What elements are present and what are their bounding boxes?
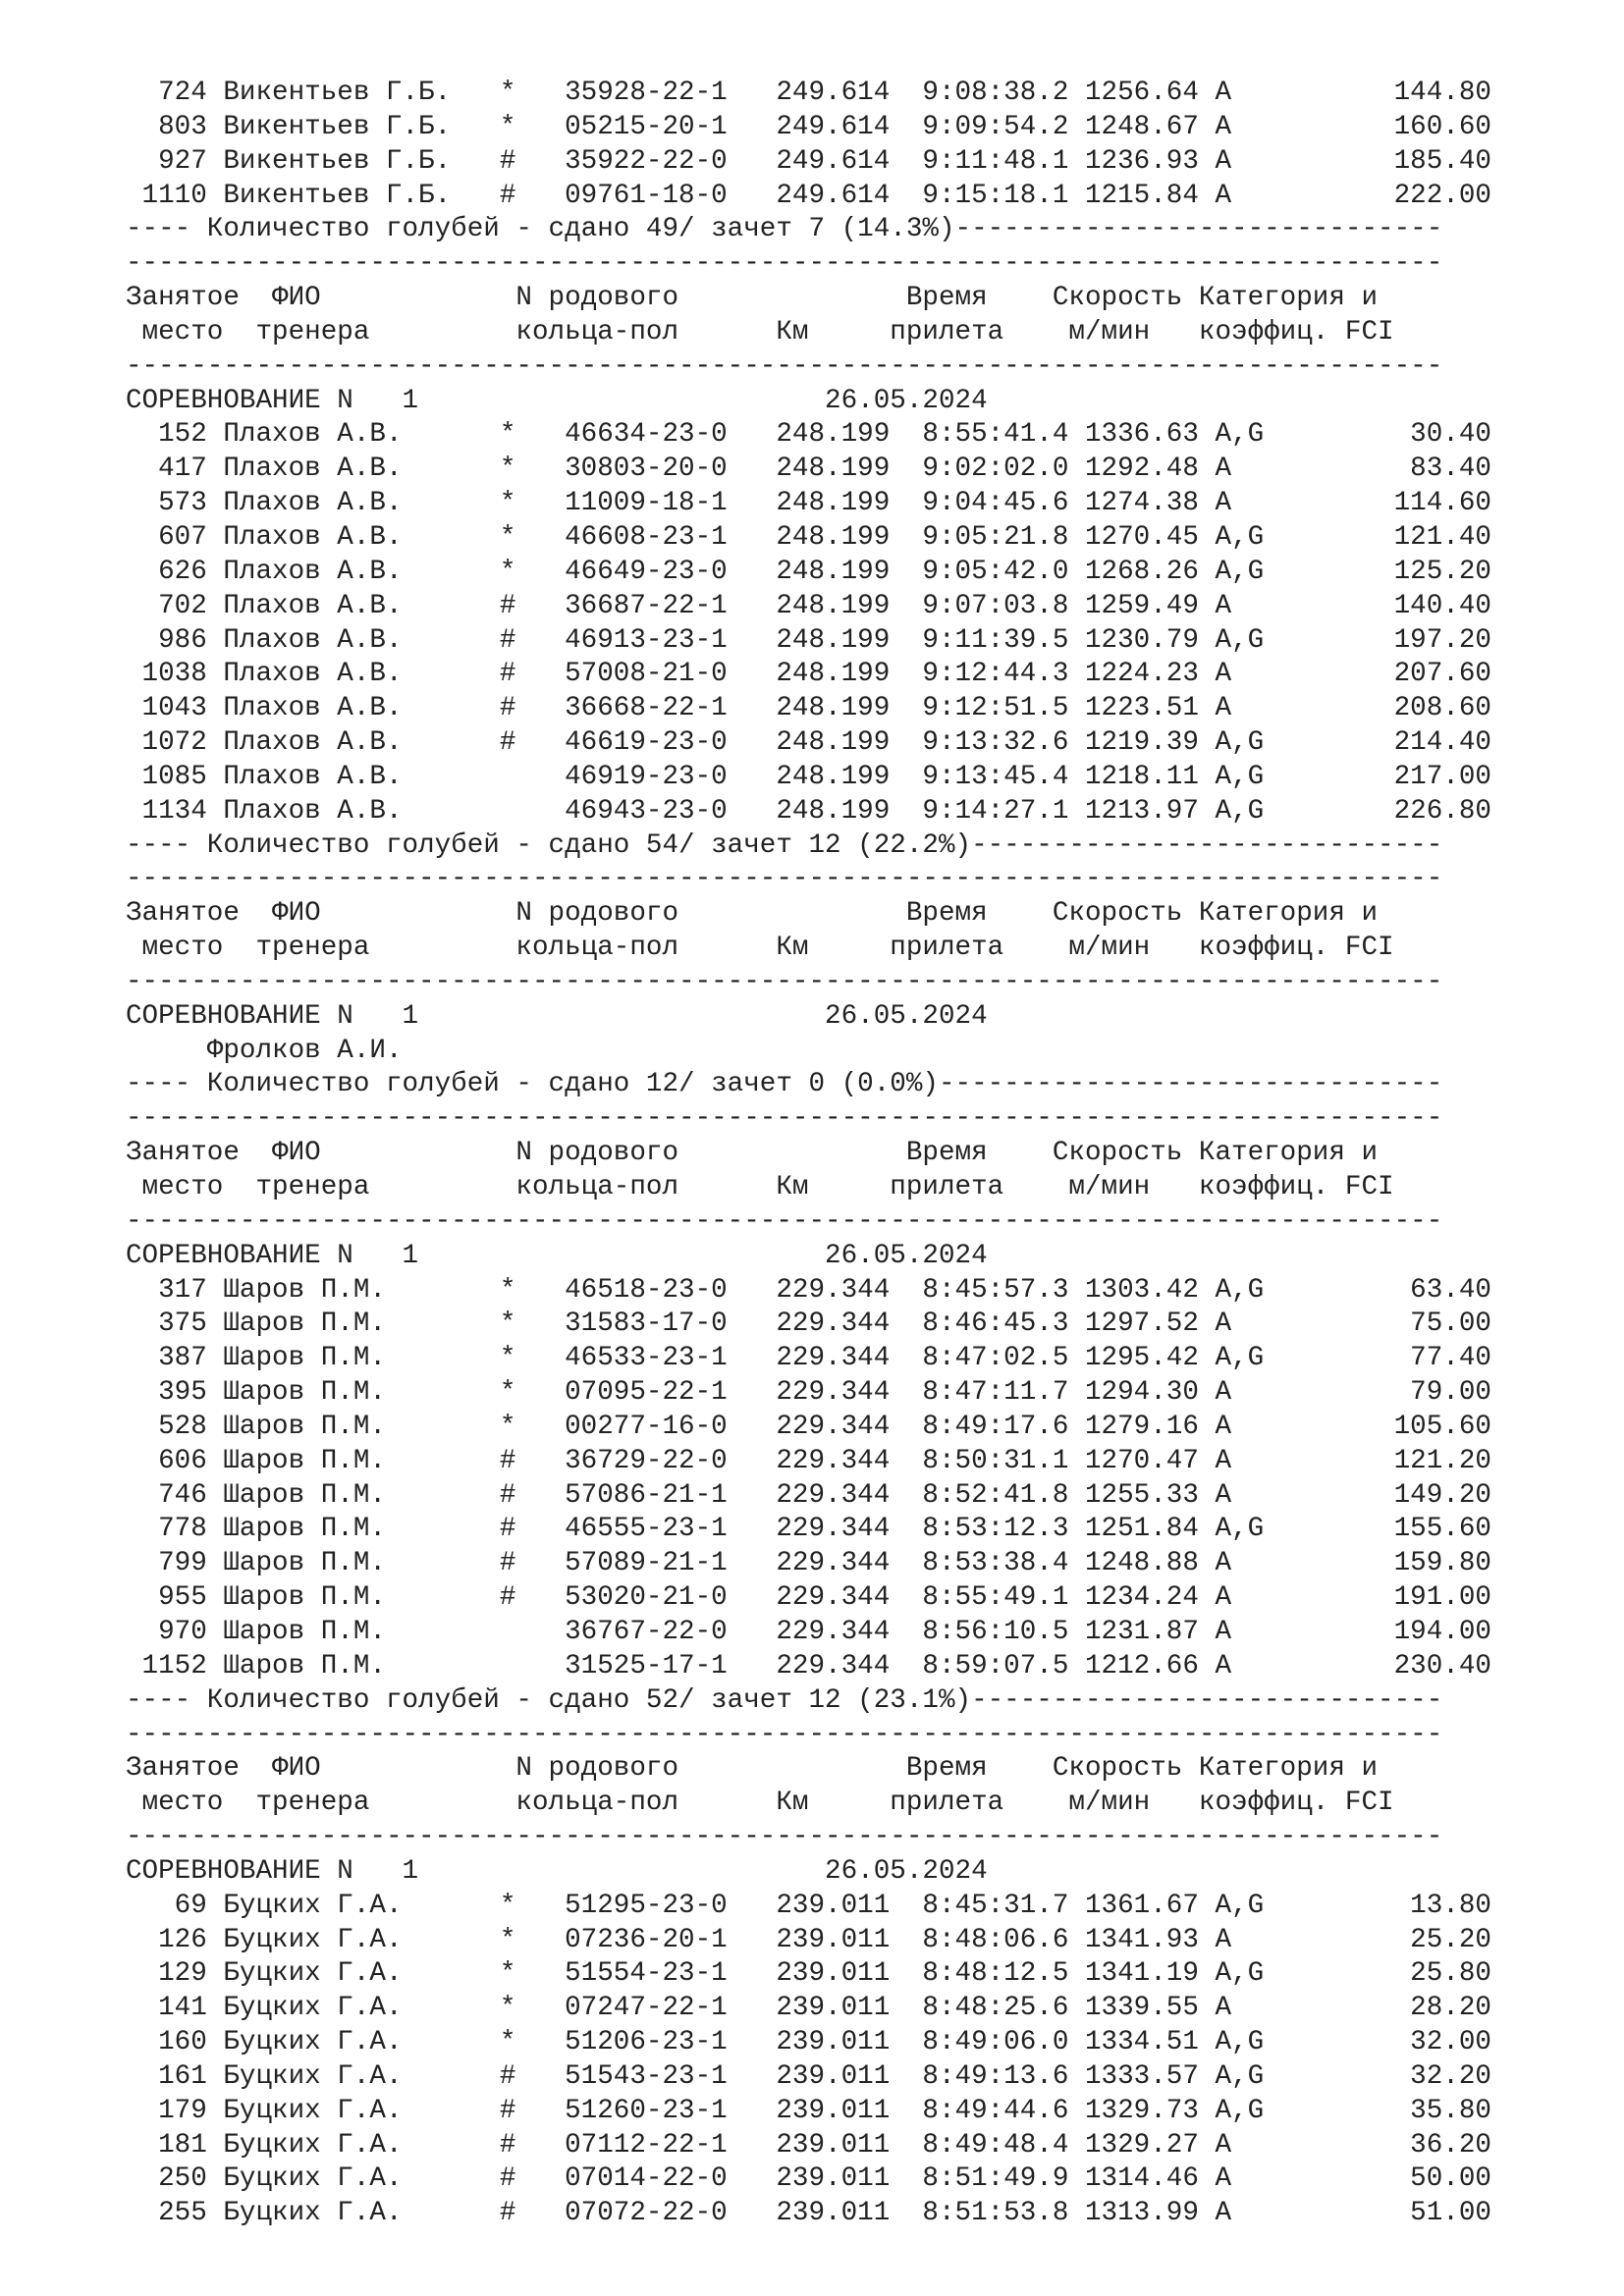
report-line: --------------------------------------------------------------------------------- <box>126 350 1443 382</box>
report-line: 161 Буцких Г.А. # 51543-23-1 239.011 8:49:13.6 1333.57 A,G 32.20 <box>126 2060 1491 2092</box>
report-line: --------------------------------------------------------------------------------- <box>126 248 1443 280</box>
report-line: 528 Шаров П.М. * 00277-16-0 229.344 8:49:17.6 1279.16 A 105.60 <box>126 1411 1491 1442</box>
report-line: 69 Буцких Г.А. * 51295-23-0 239.011 8:45:31.7 1361.67 A,G 13.80 <box>126 1890 1491 1921</box>
report-line: 799 Шаров П.М. # 57089-21-1 229.344 8:53:38.4 1248.88 A 159.80 <box>126 1548 1491 1579</box>
report-line: 1134 Плахов А.В. 46943-23-0 248.199 9:14:27.1 1213.97 A,G 226.80 <box>126 795 1491 827</box>
report-line: 417 Плахов А.В. * 30803-20-0 248.199 9:02:02.0 1292.48 A 83.40 <box>126 454 1491 485</box>
report-line: 986 Плахов А.В. # 46913-23-1 248.199 9:11:39.5 1230.79 A,G 197.20 <box>126 624 1491 656</box>
report-line: Занятое ФИО N родового Время Скорость Категория и <box>126 1753 1379 1785</box>
report-line: ---- Количество голубей - сдано 12/ зачет 0 (0.0%)------------------------------- <box>126 1069 1443 1100</box>
report-line: 724 Викентьев Г.Б. * 35928-22-1 249.614 9:08:38.2 1256.64 A 144.80 <box>126 78 1491 108</box>
report-line: 387 Шаров П.М. * 46533-23-1 229.344 8:47:02.5 1295.42 A,G 77.40 <box>126 1343 1491 1374</box>
report-line: --------------------------------------------------------------------------------- <box>126 1822 1443 1853</box>
report-line: --------------------------------------------------------------------------------- <box>126 1205 1443 1237</box>
report-line: место тренера кольца-пол Км прилета м/мин коэффиц. FCI <box>126 1788 1394 1819</box>
report-line: 160 Буцких Г.А. * 51206-23-1 239.011 8:49:06.0 1334.51 A,G 32.00 <box>126 2027 1491 2058</box>
report-line: --------------------------------------------------------------------------------- <box>126 864 1443 895</box>
report-line: СОРЕВНОВАНИЕ N 1 26.05.2024 <box>126 1855 988 1887</box>
report-line: 702 Плахов А.В. # 36687-22-1 248.199 9:07:03.8 1259.49 A 140.40 <box>126 590 1491 621</box>
report-line: 803 Викентьев Г.Б. * 05215-20-1 249.614 9:09:54.2 1248.67 A 160.60 <box>126 111 1491 142</box>
report-line: 1072 Плахов А.В. # 46619-23-0 248.199 9:13:32.6 1219.39 A,G 214.40 <box>126 727 1491 759</box>
report-line: 607 Плахов А.В. * 46608-23-1 248.199 9:05:21.8 1270.45 A,G 121.40 <box>126 521 1491 553</box>
report-line: место тренера кольца-пол Км прилета м/мин коэффиц. FCI <box>126 1172 1394 1202</box>
report-line: 255 Буцких Г.А. # 07072-22-0 239.011 8:51:53.8 1313.99 A 51.00 <box>126 2198 1491 2229</box>
report-line: ---- Количество голубей - сдано 54/ зачет 12 (22.2%)----------------------------- <box>126 829 1443 861</box>
report-line: 152 Плахов А.В. * 46634-23-0 248.199 8:55:41.4 1336.63 A,G 30.40 <box>126 419 1491 451</box>
report-line: --------------------------------------------------------------------------------- <box>126 966 1443 997</box>
report-line: 181 Буцких Г.А. # 07112-22-1 239.011 8:49:48.4 1329.27 A 36.20 <box>126 2129 1491 2161</box>
report-line: место тренера кольца-пол Км прилета м/мин коэффиц. FCI <box>126 316 1394 347</box>
report-line: СОРЕВНОВАНИЕ N 1 26.05.2024 <box>126 1240 988 1271</box>
report-line: Занятое ФИО N родового Время Скорость Категория и <box>126 1138 1379 1169</box>
report-line: --------------------------------------------------------------------------------- <box>126 1719 1443 1750</box>
report-line: место тренера кольца-пол Км прилета м/мин коэффиц. FCI <box>126 933 1394 964</box>
report-line: 1152 Шаров П.М. 31525-17-1 229.344 8:59:07.5 1212.66 A 230.40 <box>126 1650 1491 1682</box>
report-line: ---- Количество голубей - сдано 49/ зачет 7 (14.3%)------------------------------ <box>126 214 1443 245</box>
report-line: 606 Шаров П.М. # 36729-22-0 229.344 8:50:31.1 1270.47 A 121.20 <box>126 1445 1491 1476</box>
report-line: 1043 Плахов А.В. # 36668-22-1 248.199 9:12:51.5 1223.51 A 208.60 <box>126 693 1491 724</box>
report-line: 573 Плахов А.В. * 11009-18-1 248.199 9:04:45.6 1274.38 A 114.60 <box>126 488 1491 519</box>
report-line: 395 Шаров П.М. * 07095-22-1 229.344 8:47:11.7 1294.30 A 79.00 <box>126 1377 1491 1409</box>
report-line: Занятое ФИО N родового Время Скорость Категория и <box>126 283 1379 314</box>
report-line: ---- Количество голубей - сдано 52/ зачет 12 (23.1%)----------------------------- <box>126 1684 1443 1716</box>
report-line: 1110 Викентьев Г.Б. # 09761-18-0 249.614 9:15:18.1 1215.84 A 222.00 <box>126 180 1491 211</box>
report-line: 1038 Плахов А.В. # 57008-21-0 248.199 9:12:44.3 1224.23 A 207.60 <box>126 659 1491 690</box>
report-line: 746 Шаров П.М. # 57086-21-1 229.344 8:52:41.8 1255.33 A 149.20 <box>126 1479 1491 1511</box>
report-line: 927 Викентьев Г.Б. # 35922-22-0 249.614 9:11:48.1 1236.93 A 185.40 <box>126 145 1491 177</box>
report-line: СОРЕВНОВАНИЕ N 1 26.05.2024 <box>126 385 988 416</box>
report-line: 1085 Плахов А.В. 46919-23-0 248.199 9:13:45.4 1218.11 A,G 217.00 <box>126 761 1491 792</box>
report-line: 141 Буцких Г.А. * 07247-22-1 239.011 8:48:25.6 1339.55 A 28.20 <box>126 1993 1491 2024</box>
report-line: 955 Шаров П.М. # 53020-21-0 229.344 8:55:49.1 1234.24 A 191.00 <box>126 1582 1491 1614</box>
report-line: 626 Плахов А.В. * 46649-23-0 248.199 9:05:42.0 1268.26 A,G 125.20 <box>126 556 1491 587</box>
report-line: 970 Шаров П.М. 36767-22-0 229.344 8:56:10.5 1231.87 A 194.00 <box>126 1616 1491 1647</box>
report-line: 778 Шаров П.М. # 46555-23-1 229.344 8:53:12.3 1251.84 A,G 155.60 <box>126 1514 1491 1545</box>
report-line: 375 Шаров П.М. * 31583-17-0 229.344 8:46:45.3 1297.52 A 75.00 <box>126 1308 1491 1340</box>
report-line: Занятое ФИО N родового Время Скорость Категория и <box>126 898 1379 930</box>
results-report <box>126 77 1491 2231</box>
report-line: 179 Буцких Г.А. # 51260-23-1 239.011 8:49:44.6 1329.73 A,G 35.80 <box>126 2095 1491 2126</box>
report-line: Фролков А.И. <box>126 1035 403 1066</box>
report-line: 126 Буцких Г.А. * 07236-20-1 239.011 8:48:06.6 1341.93 A 25.20 <box>126 1924 1491 1955</box>
report-line: 250 Буцких Г.А. # 07014-22-0 239.011 8:51:49.9 1314.46 A 50.00 <box>126 2163 1491 2195</box>
report-line: --------------------------------------------------------------------------------- <box>126 1103 1443 1135</box>
report-line: 129 Буцких Г.А. * 51554-23-1 239.011 8:48:12.5 1341.19 A,G 25.80 <box>126 1958 1491 1990</box>
report-line: 317 Шаров П.М. * 46518-23-0 229.344 8:45:57.3 1303.42 A,G 63.40 <box>126 1274 1491 1306</box>
report-line: СОРЕВНОВАНИЕ N 1 26.05.2024 <box>126 1000 988 1032</box>
